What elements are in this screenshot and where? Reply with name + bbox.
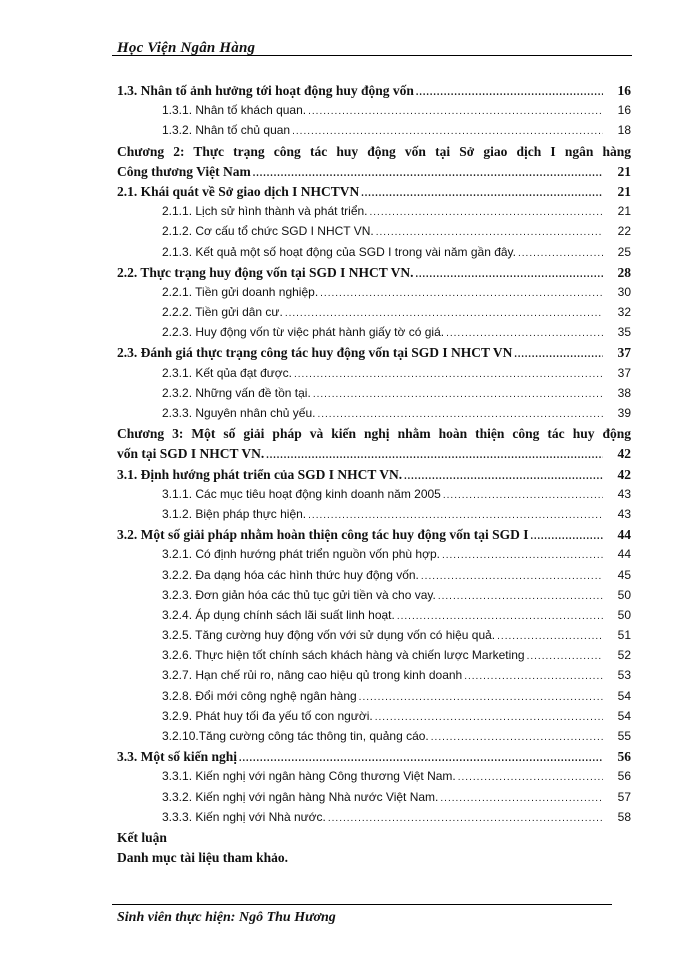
toc-section-entry (117, 83, 631, 103)
dot-leader (376, 227, 603, 238)
toc-entry-title: 1.3.1. Nhân tố khách quan. (162, 103, 307, 118)
toc-page-number: 42 (617, 446, 631, 462)
dot-leader (370, 207, 604, 218)
toc-page-number: 16 (617, 83, 631, 98)
dot-leader (359, 692, 603, 703)
table-of-contents (117, 83, 631, 870)
dot-leader (416, 87, 603, 98)
dot-leader (375, 712, 603, 723)
dot-leader (320, 288, 603, 299)
toc-page-number: 56 (617, 749, 631, 765)
dot-leader (294, 369, 603, 380)
toc-entry-title: 2.3.3. Nguyên nhân chủ yếu. (162, 406, 316, 420)
dot-leader (308, 510, 603, 521)
toc-entry-title: 3.2.1. Có định hướng phát triển nguồn vốn phù hợp. (162, 547, 440, 562)
dot-leader (458, 772, 603, 783)
dot-leader (518, 248, 603, 259)
toc-subsection-entry (117, 507, 631, 527)
toc-page-number: 32 (617, 305, 631, 320)
toc-page-number: 22 (617, 224, 631, 239)
toc-section-entry (117, 467, 631, 487)
toc-page-number: 37 (617, 345, 631, 361)
toc-entry-title: 2.1.3. Kết quả một số hoạt động của SGD I trong vài năm gần đây. (162, 244, 516, 259)
toc-entry-title: Công thương Việt Nam (117, 163, 251, 179)
dot-leader (431, 732, 603, 743)
toc-subsection-entry (117, 123, 631, 143)
toc-page-number: 57 (617, 789, 631, 804)
toc-section-entry (117, 184, 631, 204)
toc-closing-entry: Kết luận (117, 829, 167, 845)
toc-closing-entry: Danh mục tài liệu tham khảo. (117, 850, 289, 866)
toc-entry-title: 2.2.3. Huy động vốn từ việc phát hành giấy tờ có giá. (162, 325, 445, 340)
toc-entry-title: 2.3.2. Những vấn đề tồn tại. (162, 385, 311, 400)
dot-leader (443, 490, 603, 501)
toc-page-number: 50 (617, 607, 631, 622)
toc-section-entry (117, 446, 631, 466)
toc-entry-title: 1.3. Nhân tố ảnh hưởng tới hoạt động huy động vốn (117, 83, 414, 98)
toc-page-number: 21 (617, 163, 631, 179)
toc-page-number: 44 (617, 527, 631, 543)
toc-subsection-entry (117, 224, 631, 244)
dot-leader (328, 813, 603, 824)
toc-page-number: 37 (617, 365, 631, 380)
toc-entry-title: 3.3.1. Kiến nghị với ngân hàng Công thương Việt Nam. (162, 769, 456, 784)
dot-leader (514, 349, 603, 360)
dot-leader (421, 571, 603, 582)
toc-section-entry (117, 164, 631, 184)
dot-leader (292, 126, 603, 137)
dot-leader (308, 106, 603, 117)
footer-rule (112, 904, 612, 905)
dot-leader (527, 651, 603, 662)
dot-leader (313, 389, 603, 400)
dot-leader (397, 611, 603, 622)
dot-leader (404, 471, 603, 482)
toc-section-entry (117, 749, 631, 769)
toc-subsection-entry (117, 305, 631, 325)
toc-page-number: 54 (617, 708, 631, 723)
toc-subsection-entry (117, 285, 631, 305)
toc-page-number: 25 (617, 244, 631, 259)
toc-page-number: 50 (617, 587, 631, 602)
dot-leader (442, 550, 603, 561)
toc-section-entry (117, 265, 631, 285)
toc-entry-title: 2.1.1. Lịch sử hình thành và phát triển. (162, 204, 368, 219)
toc-entry-title: 2.1. Khái quát về Sở giao dịch I NHCTVN (117, 183, 360, 199)
header-rule (112, 55, 632, 56)
toc-subsection-entry (117, 245, 631, 265)
toc-subsection-entry (117, 366, 631, 386)
toc-subsection-entry (117, 386, 631, 406)
dot-leader (266, 450, 603, 461)
toc-page-number: 39 (617, 406, 631, 420)
toc-page-number: 30 (617, 284, 631, 299)
toc-page-number: 54 (617, 688, 631, 703)
toc-entry-title: 2.2. Thực trạng huy động vốn tại SGD I NHCT VN. (117, 264, 414, 280)
toc-entry-title: 3.2.2. Đa dạng hóa các hình thức huy động vốn. (162, 567, 419, 582)
toc-entry-title: 3.2.5. Tăng cường huy động vốn với sử dụng vốn có hiệu quả. (162, 628, 496, 643)
toc-page-number: 28 (617, 264, 631, 280)
dot-leader (440, 793, 603, 804)
toc-page-number: 45 (617, 567, 631, 582)
toc-page-number: 38 (617, 385, 631, 400)
dot-leader (416, 269, 603, 280)
toc-entry-title: 3.2.10.Tăng cường công tác thông tin, quảng cáo. (162, 729, 429, 743)
toc-page-number: 43 (617, 506, 631, 521)
toc-entry-title: 3.2.6. Thực hiện tốt chính sách khách hàng và chiến lược Marketing (162, 648, 525, 663)
toc-page-number: 44 (617, 547, 631, 562)
dot-leader (497, 631, 603, 642)
toc-entry-title: 2.2.1. Tiền gửi doanh nghiệp. (162, 284, 319, 299)
toc-page-number: 18 (617, 123, 631, 138)
page-header: Học Viện Ngân Hàng (117, 40, 256, 56)
toc-subsection-entry (117, 790, 631, 810)
toc-subsection-entry (117, 648, 631, 668)
toc-subsection-entry (117, 568, 631, 588)
toc-chapter-heading: Chương 2: Thực trạng công tác huy động vốn tại Sở giao dịch I ngân hàng (117, 143, 631, 159)
toc-entry-title: 2.3.1. Kết qủa đạt được. (162, 365, 292, 380)
dot-leader (285, 308, 603, 319)
toc-entry-title: 3.1.2. Biện pháp thực hiện. (162, 506, 307, 521)
toc-subsection-entry (117, 729, 631, 749)
toc-subsection-entry (117, 487, 631, 507)
dot-leader (438, 591, 603, 602)
dot-leader (530, 531, 603, 542)
dot-leader (361, 188, 603, 199)
toc-subsection-entry (117, 628, 631, 648)
toc-page-number: 53 (617, 668, 631, 683)
toc-page-number: 21 (617, 183, 631, 199)
toc-section-entry (117, 527, 631, 547)
toc-entry-title: 3.1.1. Các mục tiêu hoạt động kinh doanh năm 2005 (162, 486, 441, 501)
toc-subsection-entry (117, 588, 631, 608)
toc-entry-title: 3.2.8. Đổi mới công nghệ ngân hàng (162, 688, 357, 703)
dot-leader (317, 409, 603, 420)
toc-subsection-entry (117, 547, 631, 567)
dot-leader (464, 671, 603, 682)
toc-entry-title: 3.2. Một số giải pháp nhằm hoàn thiện công tác huy động vốn tại SGD I (117, 527, 529, 543)
toc-subsection-entry (117, 103, 631, 123)
toc-entry-title: 3.3.2. Kiến nghị với ngân hàng Nhà nước Việt Nam. (162, 789, 439, 804)
toc-entry-title: 2.1.2. Cơ cấu tổ chức SGD I NHCT VN. (162, 224, 374, 239)
dot-leader (446, 328, 603, 339)
toc-chapter-heading: Chương 3: Một số giải pháp và kiến nghị nhằm hoàn thiện công tác huy động (117, 426, 631, 442)
toc-page-number: 51 (617, 628, 631, 643)
page-footer: Sinh viên thực hiện: Ngô Thu Hương (117, 910, 336, 925)
toc-entry-title: 3.2.3. Đơn giản hóa các thủ tục gửi tiền và cho vay. (162, 587, 436, 602)
toc-page-number: 21 (617, 204, 631, 219)
toc-page-number: 56 (617, 769, 631, 784)
toc-page-number: 42 (617, 466, 631, 482)
toc-entry-title: 3.2.4. Áp dụng chính sách lãi suất linh hoạt. (162, 607, 395, 622)
toc-entry-title: 3.3.3. Kiến nghị với Nhà nước. (162, 809, 326, 824)
toc-page-number: 58 (617, 809, 631, 824)
toc-subsection-entry (117, 204, 631, 224)
toc-page-number: 16 (617, 103, 631, 118)
toc-subsection-entry (117, 769, 631, 789)
toc-subsection-entry (117, 668, 631, 688)
toc-section-entry (117, 345, 631, 365)
toc-entry-title: 3.2.9. Phát huy tối đa yếu tố con người. (162, 708, 373, 723)
toc-entry-title: 2.3. Đánh giá thực trạng công tác huy động vốn tại SGD I NHCT VN (117, 345, 513, 361)
toc-page-number: 55 (617, 729, 631, 743)
toc-subsection-entry (117, 709, 631, 729)
toc-entry-title: vốn tại SGD I NHCT VN. (117, 446, 265, 462)
toc-page-number: 35 (617, 325, 631, 340)
toc-subsection-entry (117, 608, 631, 628)
toc-page-number: 52 (617, 648, 631, 663)
toc-entry-title: 2.2.2. Tiền gửi dân cư. (162, 305, 283, 320)
toc-page-number: 43 (617, 486, 631, 501)
dot-leader (239, 753, 603, 764)
toc-subsection-entry (117, 325, 631, 345)
toc-entry-title: 3.1. Định hướng phát triển của SGD I NHCT VN. (117, 466, 403, 482)
toc-entry-title: 3.3. Một số kiến nghị (117, 749, 238, 765)
toc-entry-title: 1.3.2. Nhân tố chủ quan (162, 123, 291, 138)
dot-leader (253, 168, 603, 179)
toc-subsection-entry (117, 689, 631, 709)
toc-entry-title: 3.2.7. Hạn chế rủi ro, nâng cao hiệu qủ trong kinh doanh (162, 668, 463, 683)
toc-subsection-entry (117, 810, 631, 830)
toc-subsection-entry (117, 406, 631, 426)
